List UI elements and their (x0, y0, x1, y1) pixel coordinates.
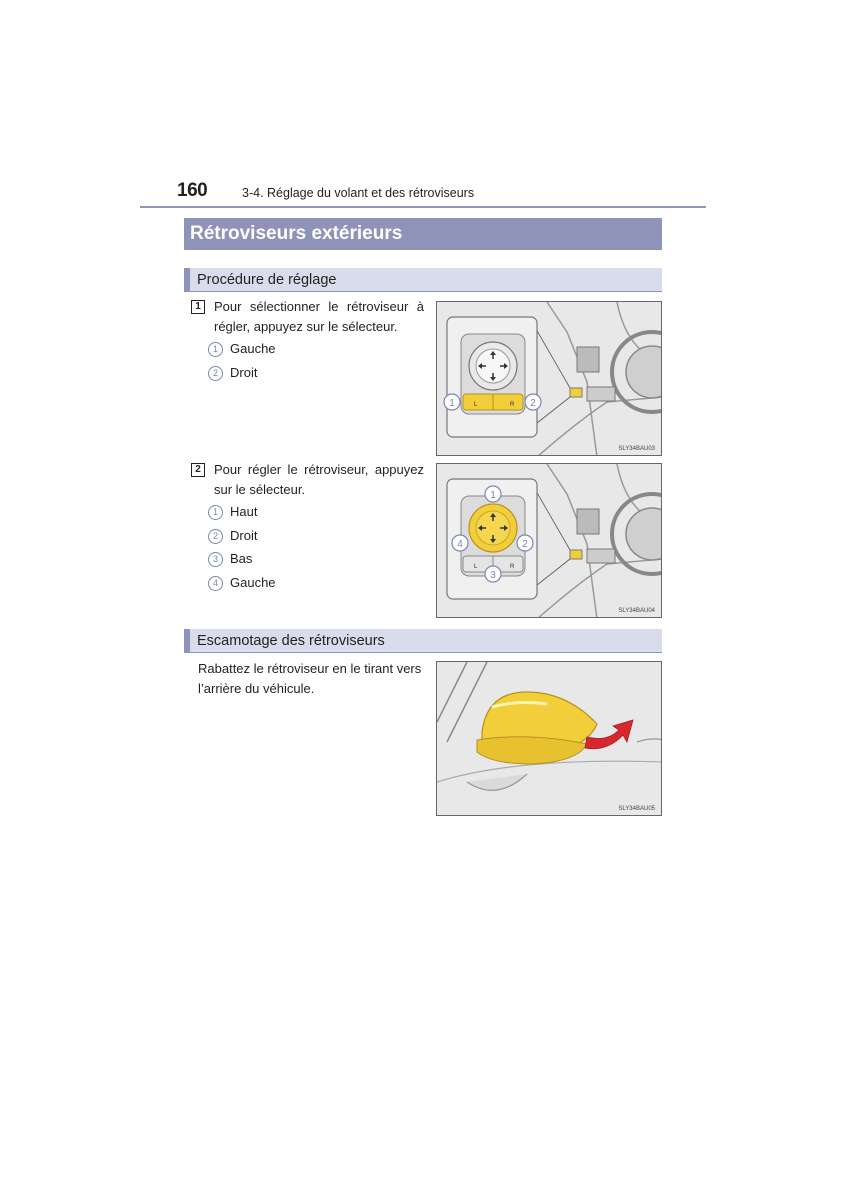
callout-1: 1 (490, 490, 496, 501)
item-label: Haut (230, 504, 258, 519)
header-rule (140, 206, 706, 208)
switch-right-label: R (510, 564, 515, 570)
step-1-item-1 (208, 341, 276, 357)
page-number: 160 (177, 180, 208, 201)
item-label: Bas (230, 551, 253, 566)
mirror-adjust-illustration (437, 464, 662, 618)
section-heading-folding: Escamotage des rétroviseurs (184, 629, 662, 653)
step-2-item-4 (208, 575, 276, 591)
figure-mirror-folding (436, 661, 662, 816)
callout-number-icon: 1 (208, 505, 223, 520)
item-label: Gauche (230, 575, 276, 590)
callout-2: 2 (530, 398, 536, 409)
callout-2: 2 (522, 539, 528, 550)
step-2-item-2 (208, 528, 257, 544)
step-2-text: Pour régler le rétroviseur, appuyez sur le sélecteur. (214, 462, 424, 497)
item-label: Droit (230, 365, 258, 380)
chapter-title: 3-4. Réglage du volant et des rétroviseurs (242, 186, 475, 200)
figure-mirror-selector (436, 301, 662, 456)
folding-text: Rabattez le rétroviseur en le tirant vers l’arrière du véhicule. (198, 661, 422, 696)
figure-code: SLY34BAU04 (618, 608, 655, 614)
callout-3: 3 (490, 570, 496, 581)
step-1-item-2 (208, 365, 257, 381)
item-label: Gauche (230, 341, 276, 356)
mirror-folding-illustration (437, 662, 662, 816)
callout-number-icon: 1 (208, 342, 223, 357)
callout-4: 4 (457, 539, 463, 550)
step-1-text: Pour sélectionner le rétroviseur à régler, appuyez sur le sélecteur. (214, 299, 424, 334)
step-number-2: 2 (191, 463, 205, 477)
figure-code: SLY34BAU03 (618, 446, 655, 452)
section-heading-adjustment: Procédure de réglage (184, 268, 662, 292)
switch-right-label: R (510, 402, 515, 408)
callout-number-icon: 2 (208, 366, 223, 381)
callout-number-icon: 4 (208, 576, 223, 591)
switch-left-label: L (474, 402, 478, 408)
step-number-1: 1 (191, 300, 205, 314)
figure-mirror-adjust (436, 463, 662, 618)
callout-number-icon: 2 (208, 529, 223, 544)
figure-code: SLY34BAU05 (618, 806, 655, 812)
step-2-item-1 (208, 504, 257, 520)
switch-left-label: L (474, 564, 478, 570)
callout-number-icon: 3 (208, 552, 223, 567)
item-label: Droit (230, 528, 258, 543)
callout-1: 1 (449, 398, 455, 409)
page-title: Rétroviseurs extérieurs (184, 218, 662, 250)
mirror-selector-illustration (437, 302, 662, 456)
step-2-item-3 (208, 551, 252, 567)
